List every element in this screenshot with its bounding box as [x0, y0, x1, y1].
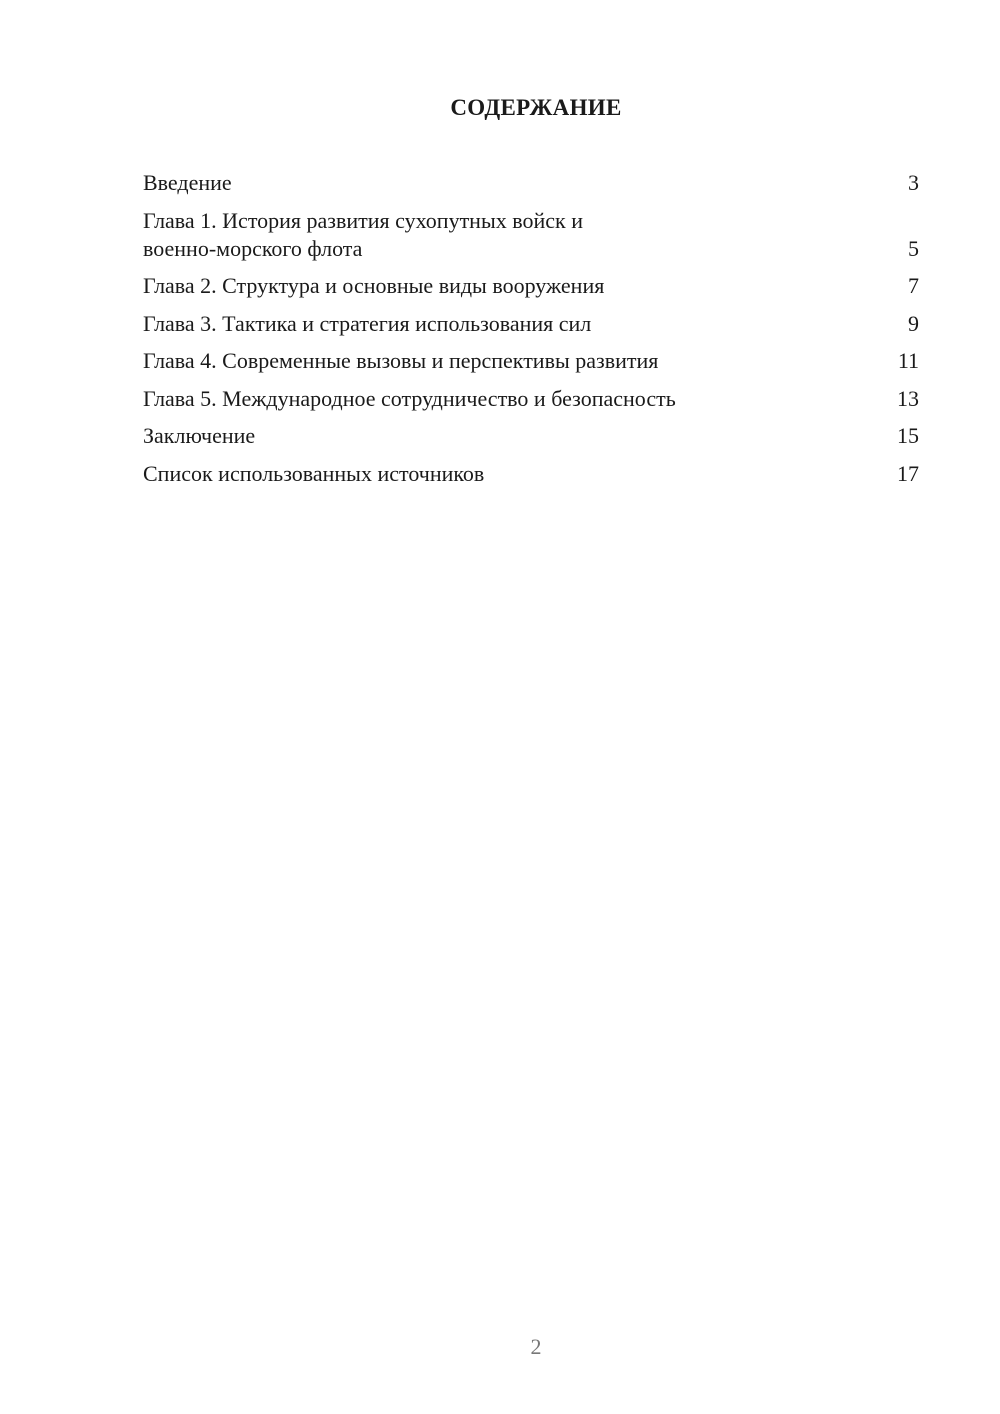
toc-list — [143, 169, 919, 497]
toc-title: СОДЕРЖАНИЕ — [450, 95, 622, 120]
toc-entry-page: 17 — [897, 460, 919, 486]
toc-entry-title: Глава 4. Современные вызовы и перспективы развития — [143, 348, 659, 373]
toc-entry-title: Глава 2. Структура и основные виды вооружения — [143, 273, 605, 298]
toc-entry-page: 11 — [897, 348, 919, 373]
toc-entry-references — [143, 460, 919, 488]
toc-entry-introduction — [143, 169, 919, 197]
toc-entry-page: 5 — [908, 235, 919, 261]
toc-entry-chapter-5 — [143, 385, 919, 413]
toc-entry-title: Глава 1. История развития сухопутных войск и военно-морского флота — [143, 207, 583, 261]
toc-entry-title: Список использованных источников — [143, 460, 485, 486]
toc-entry-page: 9 — [908, 310, 919, 336]
page-number: 2 — [530, 1334, 542, 1359]
toc-entry-chapter-1 — [143, 207, 919, 263]
toc-entry-title: Заключение — [143, 423, 256, 448]
toc-entry-page: 15 — [897, 423, 919, 448]
toc-entry-conclusion — [143, 422, 919, 450]
toc-entry-chapter-2 — [143, 272, 919, 300]
toc-entry-title: Введение — [143, 170, 232, 195]
toc-entry-page: 3 — [908, 170, 919, 195]
toc-entry-title: Глава 3. Тактика и стратегия использования сил — [143, 310, 592, 336]
toc-entry-chapter-3 — [143, 310, 919, 338]
toc-entry-page: 13 — [897, 385, 919, 411]
toc-entry-title: Глава 5. Международное сотрудничество и безопасность — [143, 385, 676, 411]
toc-entry-chapter-4 — [143, 347, 919, 375]
toc-entry-page: 7 — [908, 273, 919, 298]
